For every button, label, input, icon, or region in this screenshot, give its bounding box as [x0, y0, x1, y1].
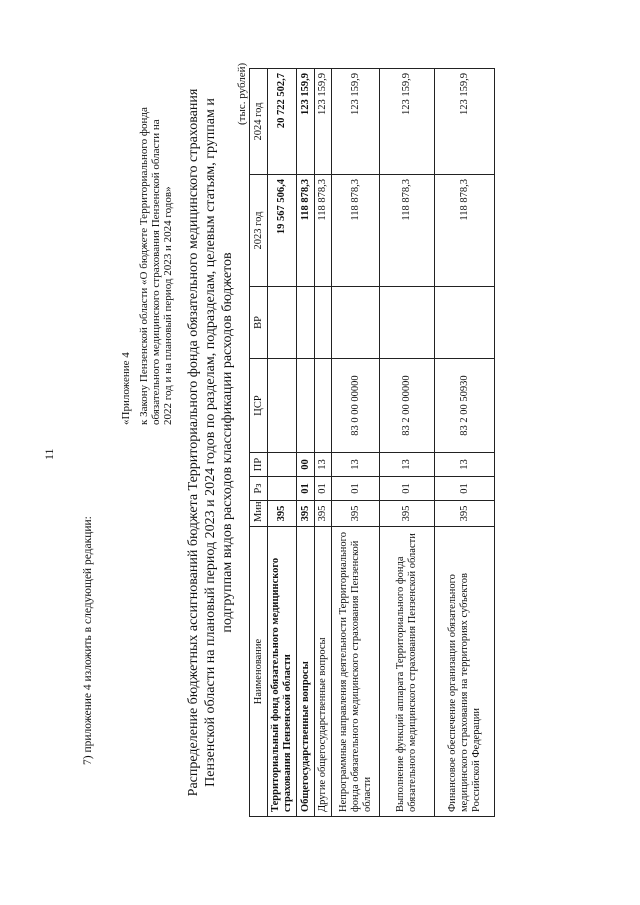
- cell-min: 395: [297, 501, 315, 527]
- cell-pr: 13: [435, 453, 495, 477]
- cell-name: Выполнение функций аппарата Территориального фонда обязательного медицинского страхования Пензенской области: [380, 527, 435, 817]
- cell-rz: 01: [332, 477, 380, 501]
- cell-2023: 118 878,3: [435, 175, 495, 287]
- header-rz: Рз: [250, 477, 268, 501]
- table-row: [435, 69, 495, 817]
- table-row: [315, 69, 332, 817]
- cell-2024: 123 159,9: [297, 69, 315, 175]
- cell-pr: 13: [332, 453, 380, 477]
- cell-2024: 123 159,9: [315, 69, 332, 175]
- cell-2023: 118 878,3: [297, 175, 315, 287]
- header-2024: 2024 год: [250, 69, 268, 175]
- header-name: Наименование: [250, 527, 268, 817]
- cell-vr: [435, 287, 495, 359]
- cell-name: Непрограммные направления деятельности Территориального фонда обязательного медицинского страхования Пензенской области: [332, 527, 380, 817]
- cell-pr: 13: [315, 453, 332, 477]
- cell-2024: 20 722 502,7: [268, 69, 297, 175]
- cell-2023: 118 878,3: [315, 175, 332, 287]
- cell-2023: 118 878,3: [332, 175, 380, 287]
- cell-2024: 123 159,9: [380, 69, 435, 175]
- cell-name: Общегосударственные вопросы: [297, 527, 315, 817]
- cell-name: Другие общегосударственные вопросы: [315, 527, 332, 817]
- budget-table: [249, 68, 495, 817]
- cell-vr: [268, 287, 297, 359]
- cell-vr: [332, 287, 380, 359]
- cell-rz: [268, 477, 297, 501]
- cell-rz: 01: [315, 477, 332, 501]
- unit-label: (тыс. рублей): [236, 62, 248, 125]
- cell-csr: [315, 359, 332, 453]
- cell-pr: 00: [297, 453, 315, 477]
- cell-rz: 01: [380, 477, 435, 501]
- cell-vr: [297, 287, 315, 359]
- header-vr: ВР: [250, 287, 268, 359]
- cell-csr: [268, 359, 297, 453]
- cell-2024: 123 159,9: [332, 69, 380, 175]
- cell-csr: 83 2 00 00000: [380, 359, 435, 453]
- table-header-row: [250, 69, 268, 817]
- cell-2024: 123 159,9: [435, 69, 495, 175]
- cell-csr: 83 2 00 50930: [435, 359, 495, 453]
- header-2023: 2023 год: [250, 175, 268, 287]
- appendix-label: «Приложение 4: [120, 352, 132, 425]
- cell-min: 395: [315, 501, 332, 527]
- cell-rz: 01: [297, 477, 315, 501]
- cell-csr: 83 0 00 00000: [332, 359, 380, 453]
- cell-pr: 13: [380, 453, 435, 477]
- cell-rz: 01: [435, 477, 495, 501]
- cell-min: 395: [435, 501, 495, 527]
- cell-vr: [380, 287, 435, 359]
- appendix-text: к Закону Пензенской области «О бюджете Территориального фонда обязательного медицинского страхования Пензенской области на 2022 год и на плановый период 2023 и 2024 годов»: [138, 107, 174, 425]
- cell-min: 395: [380, 501, 435, 527]
- cell-2023: 118 878,3: [380, 175, 435, 287]
- document-heading: Распределение бюджетных ассигнований бюджета Территориального фонда обязательного медицинского страхования Пензенской области на плановый период 2023 и 2024 годов по разделам, подразделам, целевым статьям, группам и подгруппам видов расходов классификации расходов бюджетов: [186, 88, 235, 797]
- table-row: [332, 69, 380, 817]
- table-row: [297, 69, 315, 817]
- cell-min: 395: [332, 501, 380, 527]
- intro-line: 7) приложение 4 изложить в следующей редакции:: [82, 516, 94, 765]
- header-csr: ЦСР: [250, 359, 268, 453]
- header-min: Мин: [250, 501, 268, 527]
- cell-2023: 19 567 506,4: [268, 175, 297, 287]
- cell-csr: [297, 359, 315, 453]
- cell-vr: [315, 287, 332, 359]
- appendix-block: [120, 95, 174, 425]
- header-pr: ПР: [250, 453, 268, 477]
- table-row: [268, 69, 297, 817]
- page-number: 11: [42, 448, 56, 460]
- cell-pr: [268, 453, 297, 477]
- cell-min: 395: [268, 501, 297, 527]
- table-row: [380, 69, 435, 817]
- cell-name: Финансовое обеспечение организации обязательного медицинского страхования на территориях субъектов Российской Федерации: [435, 527, 495, 817]
- cell-name: Территориальный фонд обязательного медицинского страхования Пензенской области: [268, 527, 297, 817]
